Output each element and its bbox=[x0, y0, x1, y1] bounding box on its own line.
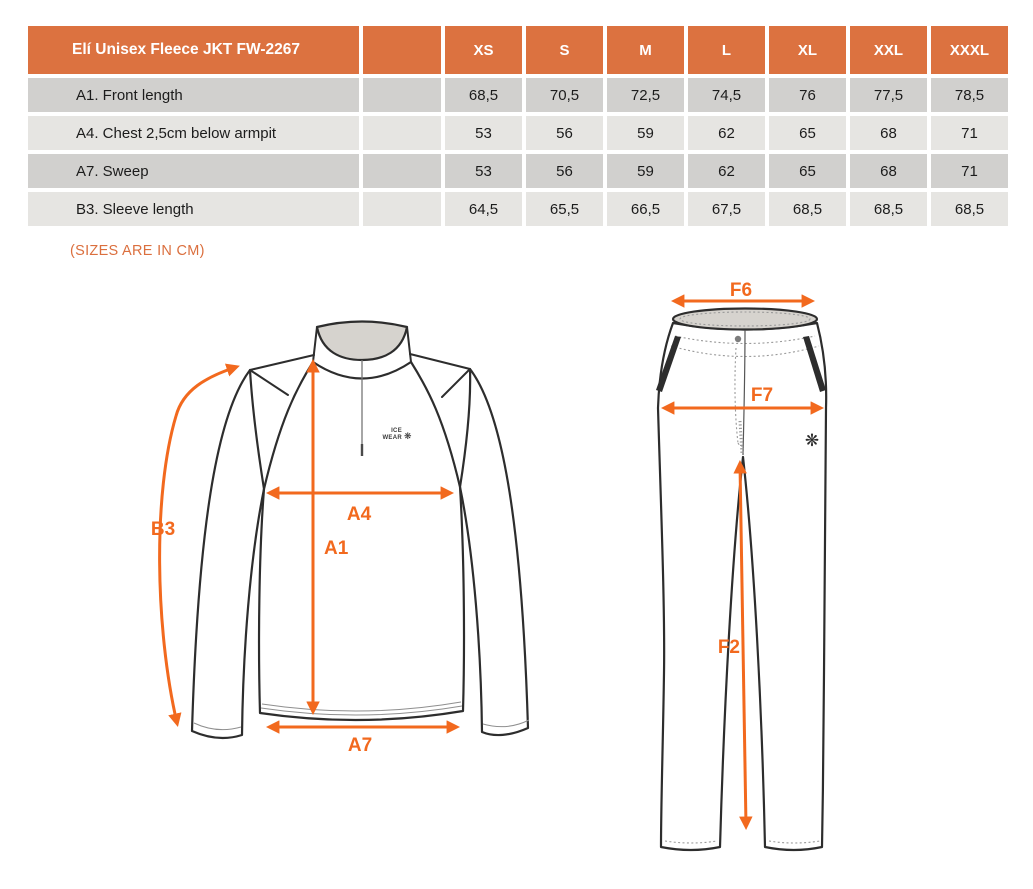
b3-label: B3 bbox=[150, 519, 176, 540]
pants-button bbox=[735, 336, 741, 342]
size-header-s: S bbox=[526, 26, 603, 74]
size-value: 53 bbox=[445, 154, 522, 188]
size-value: 66,5 bbox=[607, 192, 684, 226]
size-value: 68,5 bbox=[850, 192, 927, 226]
row-label: B3. Sleeve length bbox=[28, 192, 359, 226]
jacket-logo-line2: WEAR bbox=[382, 435, 402, 441]
size-value: 70,5 bbox=[526, 78, 603, 112]
row-empty-cell bbox=[363, 78, 441, 112]
size-value: 59 bbox=[607, 116, 684, 150]
size-header-xl: XL bbox=[769, 26, 846, 74]
size-value: 68,5 bbox=[769, 192, 846, 226]
jacket-diagram bbox=[130, 283, 580, 783]
a1-label: A1 bbox=[324, 538, 349, 559]
size-value: 76 bbox=[769, 78, 846, 112]
header-empty-cell bbox=[363, 26, 441, 74]
size-value: 62 bbox=[688, 154, 765, 188]
row-empty-cell bbox=[363, 192, 441, 226]
size-value: 65,5 bbox=[526, 192, 603, 226]
size-value: 77,5 bbox=[850, 78, 927, 112]
f2-arrow bbox=[740, 464, 746, 826]
size-value: 68,5 bbox=[445, 78, 522, 112]
size-value: 56 bbox=[526, 116, 603, 150]
jacket-collar bbox=[317, 322, 407, 361]
size-value: 67,5 bbox=[688, 192, 765, 226]
size-header-l: L bbox=[688, 26, 765, 74]
size-value: 59 bbox=[607, 154, 684, 188]
a7-label: A7 bbox=[347, 735, 373, 756]
size-value: 68,5 bbox=[931, 192, 1008, 226]
size-chart-table bbox=[28, 26, 1008, 226]
size-value: 64,5 bbox=[445, 192, 522, 226]
size-value: 78,5 bbox=[931, 78, 1008, 112]
size-value: 71 bbox=[931, 154, 1008, 188]
size-value: 62 bbox=[688, 116, 765, 150]
size-header-xxl: XXL bbox=[850, 26, 927, 74]
row-empty-cell bbox=[363, 116, 441, 150]
f7-label: F7 bbox=[750, 385, 774, 406]
size-value: 74,5 bbox=[688, 78, 765, 112]
size-header-m: M bbox=[607, 26, 684, 74]
size-value: 65 bbox=[769, 116, 846, 150]
row-label: A7. Sweep bbox=[28, 154, 359, 188]
pants-diagram bbox=[635, 278, 855, 873]
snowflake-icon: ❋ bbox=[804, 431, 820, 450]
jacket-left-sleeve bbox=[192, 370, 264, 738]
size-value: 68 bbox=[850, 154, 927, 188]
row-empty-cell bbox=[363, 154, 441, 188]
product-title: Elí Unisex Fleece JKT FW-2267 bbox=[28, 26, 359, 74]
size-value: 56 bbox=[526, 154, 603, 188]
size-value: 72,5 bbox=[607, 78, 684, 112]
size-value: 53 bbox=[445, 116, 522, 150]
size-value: 68 bbox=[850, 116, 927, 150]
snowflake-icon: ❋ bbox=[404, 431, 412, 441]
a4-label: A4 bbox=[346, 504, 372, 525]
row-label: A1. Front length bbox=[28, 78, 359, 112]
jacket-right-sleeve bbox=[460, 369, 528, 735]
f6-label: F6 bbox=[729, 280, 753, 301]
row-label: A4. Chest 2,5cm below armpit bbox=[28, 116, 359, 150]
size-value: 65 bbox=[769, 154, 846, 188]
size-header-xs: XS bbox=[445, 26, 522, 74]
size-value: 71 bbox=[931, 116, 1008, 150]
size-header-xxxl: XXXL bbox=[931, 26, 1008, 74]
units-note: (SIZES ARE IN CM) bbox=[70, 243, 205, 259]
f2-label: F2 bbox=[717, 637, 740, 658]
jacket-logo-line1: ICE bbox=[391, 428, 402, 434]
